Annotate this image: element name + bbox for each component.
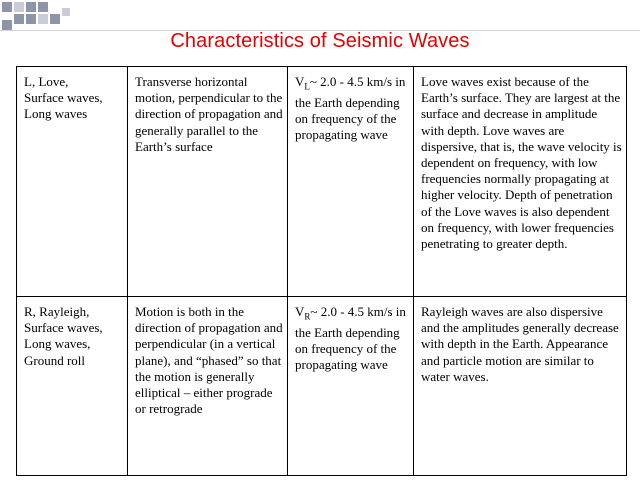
wave-name-line: R, Rayleigh, [24, 304, 90, 319]
table-row [17, 67, 627, 297]
decor-square [26, 2, 36, 12]
wave-name-cell [17, 67, 128, 297]
motion-text: Motion is both in the direction of propagation and perpendicular (in a vertical plane), and “phased” so that the motion is generally elliptical – either prograde or retrograde [135, 304, 283, 417]
decor-square [62, 8, 70, 16]
velocity-subscript: R [304, 311, 311, 322]
motion-cell [128, 297, 288, 476]
velocity-description: ~ 2.0 - 4.5 km/s in the Earth depending on frequency of the propagating wave [295, 304, 406, 373]
velocity-text [295, 74, 409, 143]
decor-square [38, 2, 48, 12]
decor-square [38, 14, 48, 24]
velocity-symbol: V [295, 304, 305, 319]
wave-name-line: Long waves [24, 106, 88, 122]
wave-name-cell [17, 297, 128, 476]
velocity-cell [288, 297, 414, 476]
wave-name-line: Surface waves, [24, 320, 103, 336]
decor-square [14, 14, 24, 24]
velocity-subscript: L [304, 81, 310, 92]
velocity-text [295, 304, 409, 373]
decor-square [2, 2, 12, 12]
decor-square [26, 14, 36, 24]
decor-square [2, 20, 12, 30]
wave-name-line: Long waves, [24, 336, 91, 352]
decor-square [14, 2, 24, 12]
wave-name-line: L, Love, [24, 74, 69, 89]
motion-cell [128, 67, 288, 297]
notes-text: Rayleigh waves are also dispersive and the amplitudes generally decrease with depth in the Earth. Appearance and particle motion are similar to water waves. [421, 304, 619, 384]
seismic-waves-table [16, 66, 627, 476]
velocity-description: ~ 2.0 - 4.5 km/s in the Earth depending on frequency of the propagating wave [295, 74, 406, 143]
velocity-cell [288, 67, 414, 297]
slide-title: Characteristics of Seismic Waves [170, 30, 470, 52]
wave-name-line: Surface waves, [24, 90, 103, 106]
decor-square [50, 14, 60, 24]
notes-text: Love waves exist because of the Earth’s surface. They are largest at the surface and decrease in amplitude with depth. Love waves are dispersive, that is, the wave velocity is dependent on frequency, with low frequencies normally propagating at higher velocity. Depth of penetration of the Love waves is also dependent on frequency, with lower frequencies penetrating to greater depth. [421, 74, 622, 252]
wave-name-line: Ground roll [24, 352, 86, 368]
velocity-symbol: V [295, 74, 305, 89]
notes-cell [414, 297, 627, 476]
motion-text: Transverse horizontal motion, perpendicular to the direction of propagation and generally parallel to the Earth’s surface [135, 74, 283, 154]
notes-cell [414, 67, 627, 297]
table-row [17, 297, 627, 476]
